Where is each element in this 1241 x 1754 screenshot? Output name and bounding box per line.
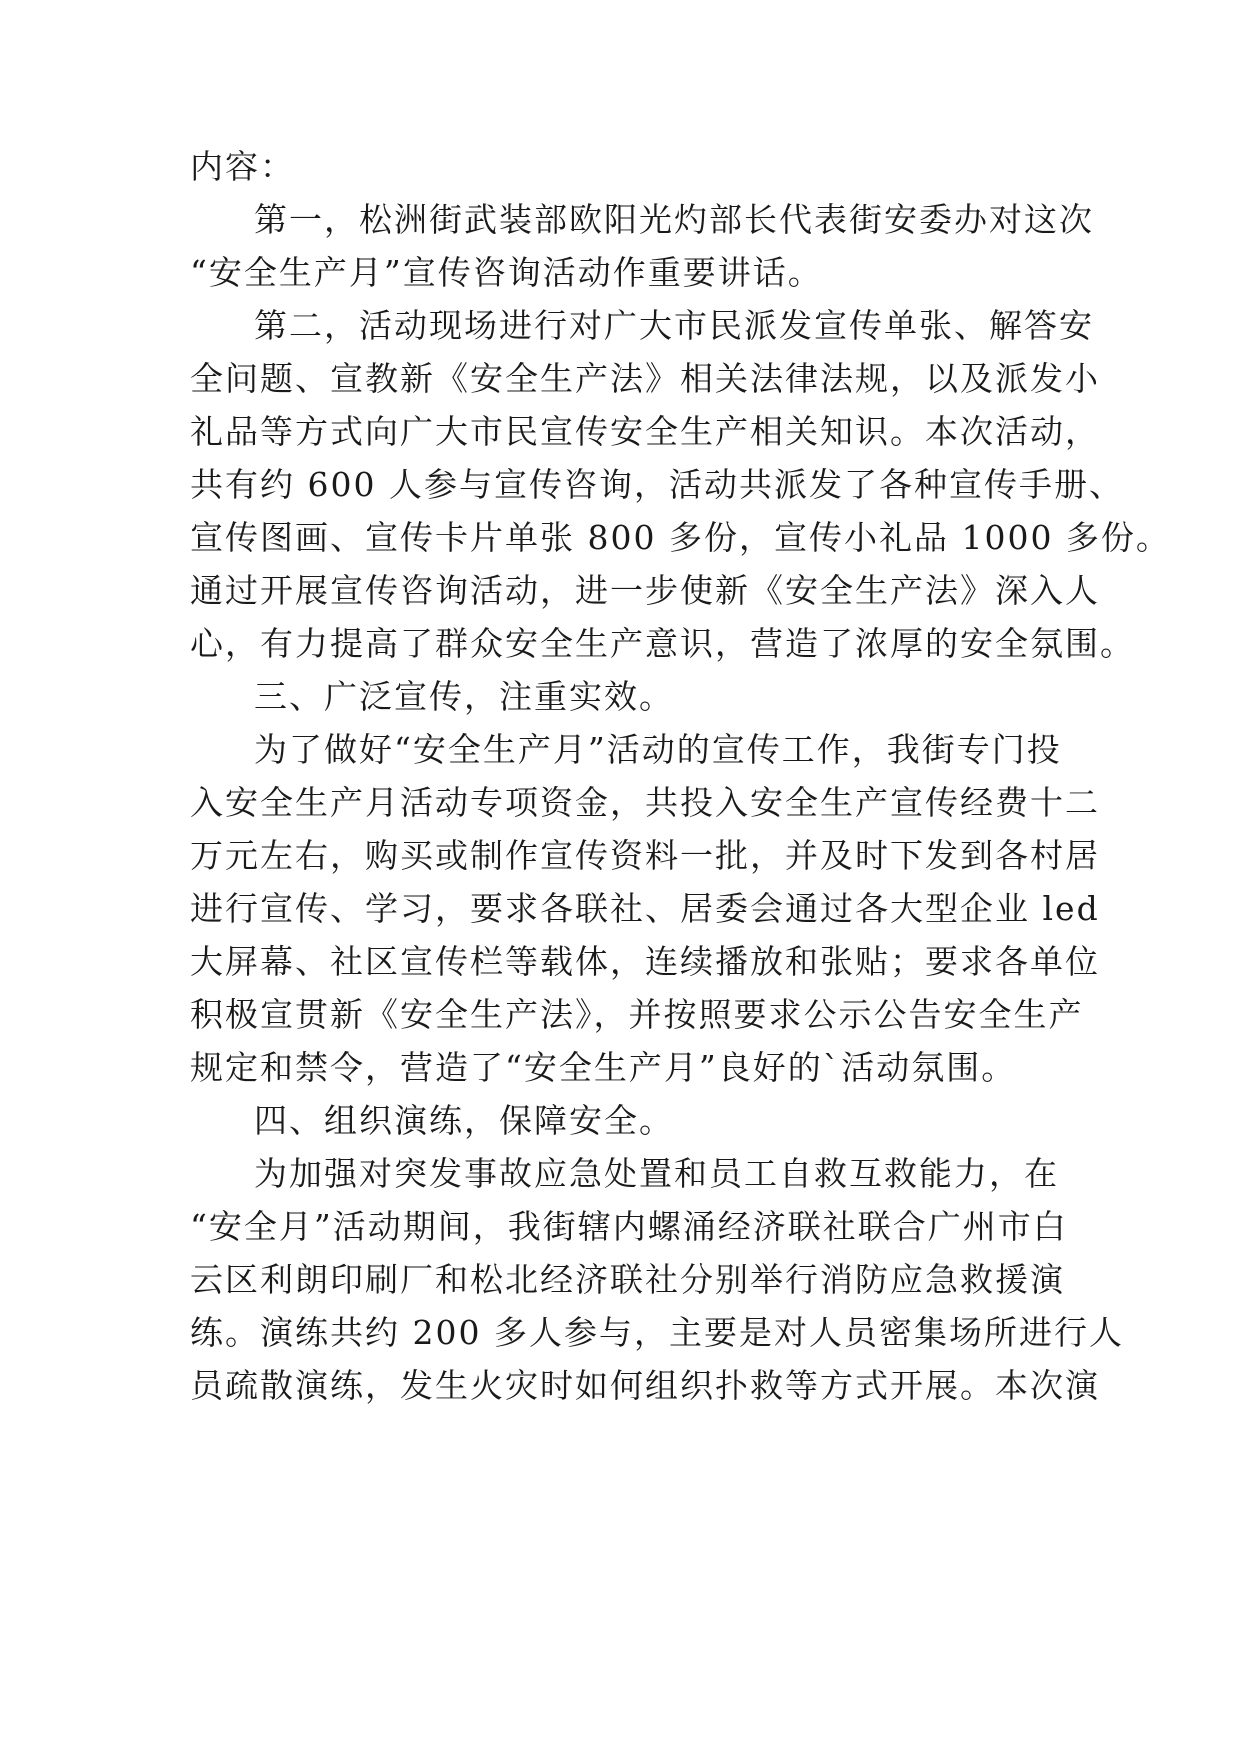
text-line: 万元左右，购买或制作宣传资料一批，并及时下发到各村居: [190, 836, 1100, 875]
section-heading-four: 四、组织演练，保障安全。: [254, 1101, 674, 1140]
paragraph-section-three: 为了做好“安全生产月”活动的宣传工作，我街专门投: [254, 730, 1062, 769]
text-line: 大屏幕、社区宣传栏等载体，连续播放和张贴；要求各单位: [190, 942, 1100, 981]
text-line: 入安全生产月活动专项资金，共投入安全生产宣传经费十二: [190, 783, 1100, 822]
text-line: 礼品等方式向广大市民宣传安全生产相关知识。本次活动，: [190, 412, 1100, 451]
text-line: 云区利朗印刷厂和松北经济联社分别举行消防应急救援演: [190, 1260, 1065, 1299]
text-line: 全问题、宣教新《安全生产法》相关法律法规，以及派发小: [190, 359, 1100, 398]
text-line: 通过开展宣传咨询活动，进一步使新《安全生产法》深入人: [190, 571, 1100, 610]
text-line: “安全月”活动期间，我街辖内螺涌经济联社联合广州市白: [190, 1207, 1068, 1246]
text-line: 练。演练共约 200 多人参与，主要是对人员密集场所进行人: [190, 1313, 1124, 1352]
text-line: 内容：: [190, 147, 295, 186]
paragraph-section-four: 为加强对突发事故应急处置和员工自救互救能力，在: [254, 1154, 1059, 1193]
text-line: 共有约 600 人参与宣传咨询，活动共派发了各种宣传手册、: [190, 465, 1124, 504]
paragraph-second-item: 第二，活动现场进行对广大市民派发宣传单张、解答安: [254, 306, 1094, 345]
paragraph-first-item: 第一，松洲街武装部欧阳光灼部长代表街安委办对这次: [254, 200, 1094, 239]
text-line: 员疏散演练，发生火灾时如何组织扑救等方式开展。本次演: [190, 1366, 1100, 1405]
section-heading-three: 三、广泛宣传，注重实效。: [254, 677, 674, 716]
text-line: 进行宣传、学习，要求各联社、居委会通过各大型企业 led: [190, 889, 1100, 928]
text-line: 积极宣贯新《安全生产法》，并按照要求公示公告安全生产: [190, 995, 1084, 1034]
text-line: 心，有力提高了群众安全生产意识，营造了浓厚的安全氛围。: [190, 624, 1135, 663]
text-line: 规定和禁令，营造了“安全生产月”良好的`活动氛围。: [190, 1048, 1017, 1087]
text-line: “安全生产月”宣传咨询活动作重要讲话。: [190, 253, 823, 292]
text-line: 宣传图画、宣传卡片单张 800 多份，宣传小礼品 1000 多份。: [190, 518, 1171, 557]
